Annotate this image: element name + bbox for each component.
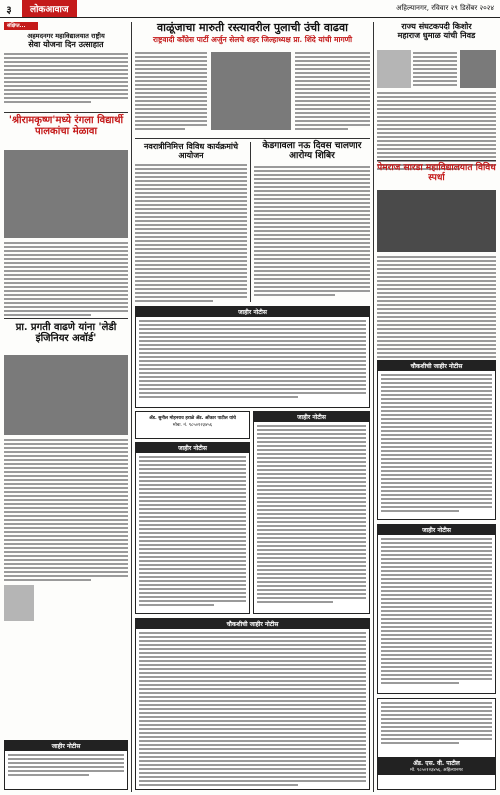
article-body xyxy=(377,256,496,362)
lawyer-contact: मोबा. नं. ९८५०१२३४५६ xyxy=(172,423,213,428)
article-body xyxy=(135,52,207,130)
right-notice-1 xyxy=(377,360,496,520)
article-body xyxy=(254,166,370,296)
newspaper-logo: लोकआवाज xyxy=(22,0,77,17)
page-number: ३ xyxy=(6,4,12,16)
notice-title: जाहीर नोटीस xyxy=(254,412,369,422)
lawyer-name: ॲड. एस. वी. पाटील xyxy=(413,760,460,767)
center-notice-2 xyxy=(135,442,250,614)
headline: 'श्रीरामकृष्ण'मध्ये रंगला विद्यार्थी पालकांचा मेळावा xyxy=(8,115,124,137)
center-notice-1 xyxy=(135,306,370,408)
headline: सेवा योजना दिन उत्साहात xyxy=(28,39,104,50)
notice-title: चौकशीची जाहीर नोटीस xyxy=(378,361,495,371)
headline: केडगावला नऊ दिवस चालणार आरोग्य शिबिर xyxy=(262,141,362,161)
headline: वाळूंजाचा मारुती रस्त्यावरील पुलाची उंची वाढवा xyxy=(157,21,348,34)
article-body xyxy=(413,52,457,86)
left-bottom-notice xyxy=(4,740,128,790)
lawyer-name: ॲड. सुनील मोहनराव हराळे ॲड. ओंकार पाटील यांचे xyxy=(149,416,236,421)
article-body xyxy=(377,92,496,170)
headline: अहमदनगर महाविद्यालयात राष्ट्रीय xyxy=(27,32,105,40)
notice-title: चौकशीची जाहीर नोटीस xyxy=(136,619,369,629)
notice-title: जाहीर नोटीस xyxy=(136,443,249,453)
center-right-article xyxy=(254,142,370,296)
left-mid-article xyxy=(4,115,128,137)
notice-title: जाहीर नोटीस xyxy=(5,741,127,751)
center-left-article xyxy=(135,142,247,302)
headline: पेमराज सारडा महाविद्यालयात विविध स्पर्धा xyxy=(377,163,496,183)
event-photo xyxy=(4,150,128,238)
masthead xyxy=(0,0,500,18)
right-mid-article xyxy=(377,164,496,184)
kicker: संक्षिप्त... xyxy=(4,22,38,30)
right-lawyer-box xyxy=(377,698,496,790)
edition-line: अहिल्यानगर, रविवार २९ डिसेंबर २०२४ xyxy=(396,4,494,12)
event-photo xyxy=(377,190,496,252)
left-top-article xyxy=(4,22,128,103)
left-lower-article xyxy=(4,322,128,344)
right-notice-2 xyxy=(377,524,496,694)
right-top-article xyxy=(377,22,496,40)
center-top-article xyxy=(135,22,370,44)
portrait-photo xyxy=(4,585,34,621)
center-lawyer-box-1 xyxy=(135,411,250,439)
headline: प्रा. प्रगती वाढणे यांना 'लेडी इंजिनियर अवॉर्ड' xyxy=(15,322,117,344)
article-body xyxy=(295,52,370,130)
subheadline: राष्ट्रवादी काँग्रेस पार्टी अर्जुन सेलचे शहर जिल्हाध्यक्ष प्रा. शिंदे यांची मागणी xyxy=(152,35,353,45)
leader-photo xyxy=(211,52,291,130)
portrait-photo xyxy=(377,50,411,88)
notice-title: जाहीर नोटीस xyxy=(136,307,369,317)
article-body xyxy=(4,53,128,103)
award-photo xyxy=(4,355,128,435)
headline: राज्य संघटकपदी किशोर xyxy=(401,21,472,31)
article-body xyxy=(4,242,128,316)
lawyer-contact: मो. ९८५०१२३४५६, अहिल्यानगर xyxy=(410,768,463,773)
portrait-photo xyxy=(460,50,496,88)
headline: नवरात्रीनिमित्त विविध कार्यक्रमांचे आयोजन xyxy=(143,141,239,160)
center-notice-3 xyxy=(135,618,370,790)
headline: महाराज धुमाळ यांची निवड xyxy=(397,29,476,40)
notice-title: जाहीर नोटीस xyxy=(378,525,495,535)
article-body xyxy=(135,164,247,302)
lawyer-signature xyxy=(378,757,495,775)
center-notice-right xyxy=(253,411,370,614)
article-body xyxy=(4,439,128,581)
